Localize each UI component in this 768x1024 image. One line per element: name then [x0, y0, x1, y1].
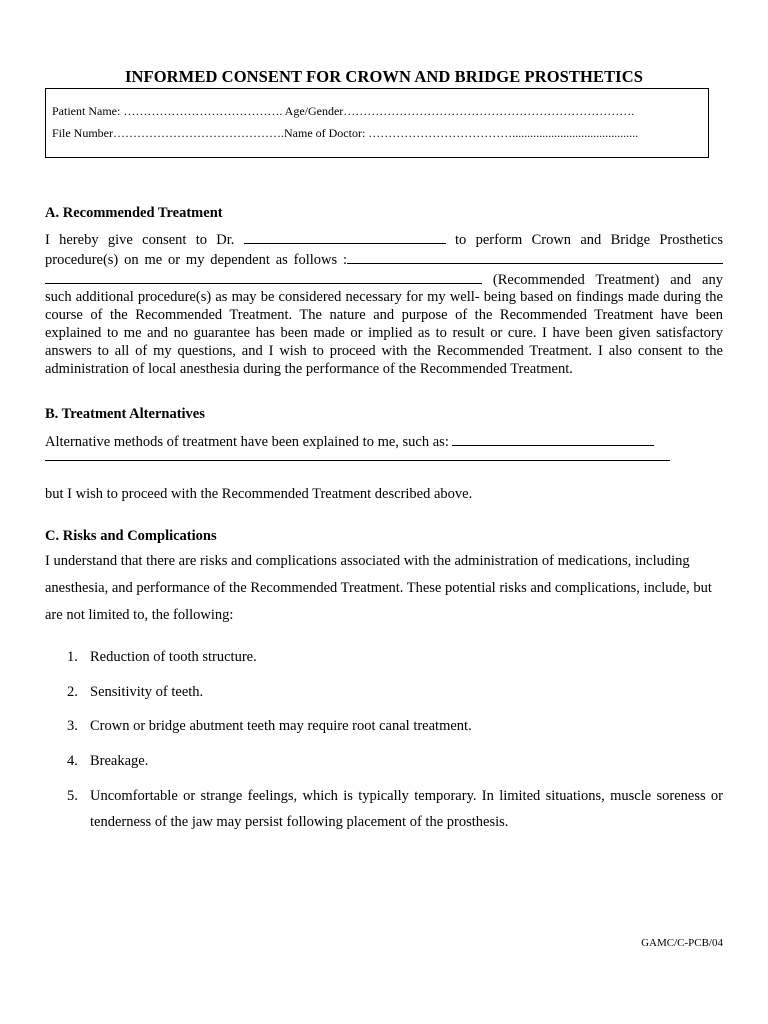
doctor-name-blank[interactable]: [244, 230, 446, 244]
list-item-number: 3.: [67, 718, 78, 734]
section-a-paragraph: [45, 230, 723, 378]
patient-info-box: [45, 88, 709, 158]
list-item-text: Breakage.: [90, 753, 149, 769]
procedure-blank-2[interactable]: [45, 270, 482, 284]
list-item-text: Crown or bridge abutment teeth may require root canal treatment.: [90, 718, 472, 734]
section-b-heading: B. Treatment Alternatives: [45, 406, 205, 422]
section-b-text-1-line: [45, 432, 654, 451]
procedure-blank-1[interactable]: [347, 250, 723, 264]
section-a-heading: A. Recommended Treatment: [45, 205, 223, 221]
list-item-text: Sensitivity of teeth.: [90, 684, 204, 700]
list-item-text: Uncomfortable or strange feelings, which is typically temporary. In limited situations, muscle soreness or tenderness of the jaw may persist following placement of the prosthesis.: [90, 788, 723, 830]
patient-name-age-line[interactable]: Patient Name: …………………………………. Age/Gender……………………………………………………………….: [52, 104, 635, 118]
alternative-blank-2[interactable]: [45, 460, 670, 461]
section-a-text-2: to perform Crown and Bridge Prosthetics procedure(s) on me or my dependent as follows :: [45, 232, 723, 268]
document-title: INFORMED CONSENT FOR CROWN AND BRIDGE PROSTHETICS: [125, 67, 643, 86]
list-item-number: 4.: [67, 753, 78, 769]
form-code: GAMC/C-PCB/04: [641, 937, 723, 949]
alternative-blank-1[interactable]: [452, 432, 654, 446]
file-number-doctor-line[interactable]: File Number…………………………………….Name of Doctor: ………………………………..........................................: [52, 126, 639, 140]
section-a-text-3: (Recommended Treatment) and any such additional procedure(s) as may be considered necessary for my well- being based on findings made during the course of the Recommended Treatment. The nature and purpose of the Recommended Treatment have been explained to me and no guarantee has been made or implied as to result or cure. I have been given satisfactory answers to all of my questions, and I wish to proceed with the Recommended Treatment. I also consent to the administration of local anesthesia during the performance of the Recommended Treatment.: [45, 271, 723, 377]
section-b-text-1: Alternative methods of treatment have been explained to me, such as:: [45, 434, 449, 450]
list-item-number: 2.: [67, 684, 78, 700]
list-item-text: Reduction of tooth structure.: [90, 649, 257, 665]
list-item-number: 1.: [67, 649, 78, 665]
section-c-intro: I understand that there are risks and complications associated with the administration of medications, including anesthesia, and performance of the Recommended Treatment. These potential risks and complications, include, but are not limited to, the following:: [45, 553, 712, 623]
section-b-text-2: but I wish to proceed with the Recommended Treatment described above.: [45, 486, 473, 502]
section-a-text-1: I hereby give consent to Dr.: [45, 232, 235, 248]
list-item-number: 5.: [67, 788, 78, 804]
section-c-heading: C. Risks and Complications: [45, 528, 217, 544]
